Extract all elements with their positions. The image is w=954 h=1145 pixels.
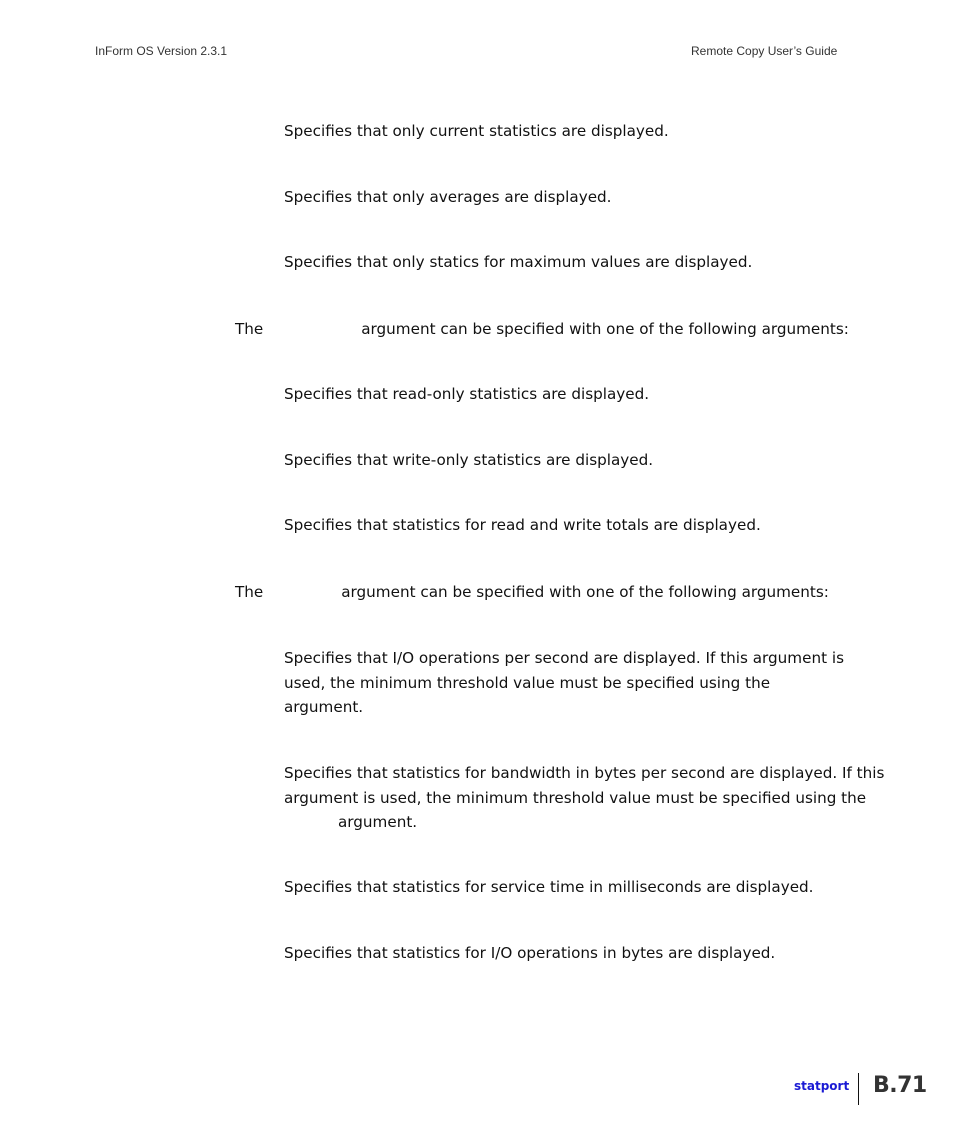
bandwidth-line-1: Specifies that statistics for bandwidth in bytes per second are displayed. If this [284, 764, 885, 782]
statport-link[interactable]: statport [794, 1079, 850, 1093]
metric-intro [235, 580, 829, 605]
write-option-description: Specifies that write-only statistics are displayed. [284, 451, 654, 469]
average-option-description: Specifies that only averages are displayed. [284, 188, 612, 206]
read-write-intro [235, 317, 849, 342]
service-time-option-description: Specifies that statistics for service time in milliseconds are displayed. [284, 878, 814, 896]
bandwidth-line-3-wrap [284, 810, 884, 835]
bandwidth-line-2: argument is used, the minimum threshold value must be specified using the [284, 788, 867, 807]
current-option-description: Specifies that only current statistics are displayed. [284, 122, 669, 140]
read-option-description: Specifies that read-only statistics are displayed. [284, 385, 650, 403]
iops-line-2: used, the minimum threshold value must be specified using the [284, 673, 771, 692]
iops-option-description [284, 646, 844, 720]
read-write-intro-lead: The [235, 320, 264, 338]
bandwidth-line-3: argument. [338, 813, 418, 831]
footer-divider [858, 1073, 859, 1105]
read-write-intro-rest: argument can be specified with one of the following arguments: [361, 320, 849, 338]
metric-intro-lead: The [235, 583, 264, 601]
io-size-option-description: Specifies that statistics for I/O operations in bytes are displayed. [284, 944, 776, 962]
header-guide-title: Remote Copy User’s Guide [691, 44, 838, 58]
maximum-option-description: Specifies that only statics for maximum values are displayed. [284, 253, 753, 271]
iops-line-1: Specifies that I/O operations per second are displayed. If this argument is [284, 649, 844, 667]
metric-intro-rest: argument can be specified with one of the following arguments: [341, 583, 829, 601]
iops-line-3: argument. [284, 698, 364, 716]
bandwidth-option-description [284, 761, 884, 835]
page-number: B.71 [873, 1073, 927, 1098]
header-guide-version: InForm OS Version 2.3.1 [95, 44, 228, 58]
total-option-description: Specifies that statistics for read and write totals are displayed. [284, 516, 761, 534]
